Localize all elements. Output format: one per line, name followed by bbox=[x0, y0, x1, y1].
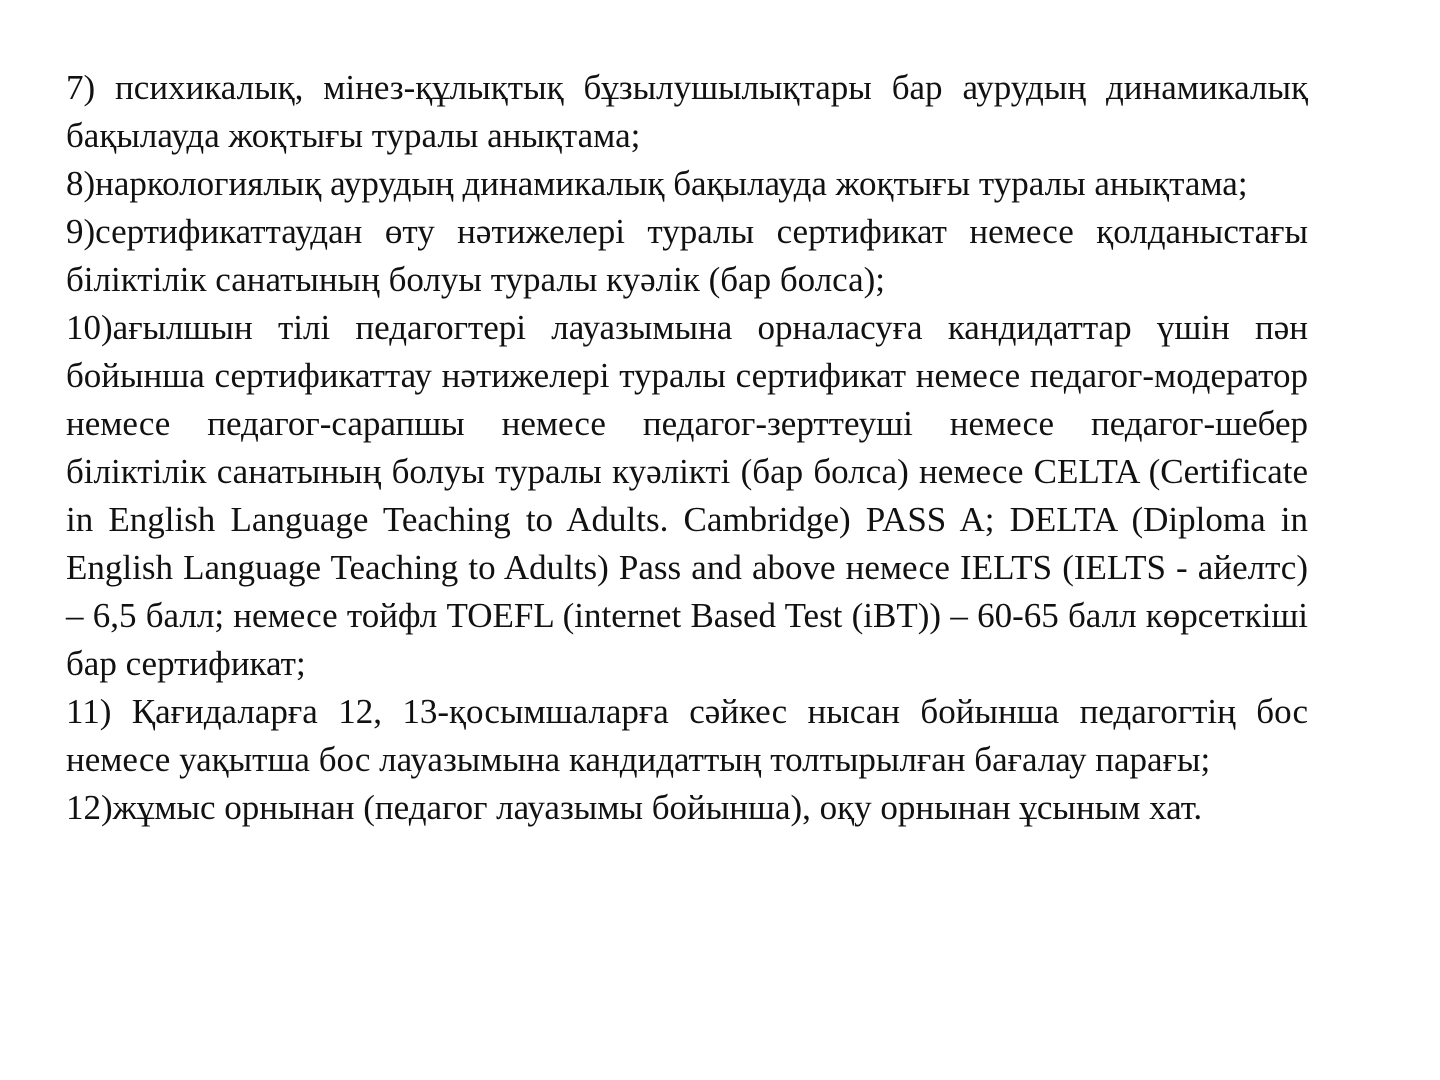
list-item-7: 7) психикалық, мінез-құлықтық бұзылушылықтары бар аурудың динамикалық бақылауда жоқтығы туралы анықтама; bbox=[66, 68, 1308, 155]
list-item-10: 10)ағылшын тілі педагогтері лауазымына орналасуға кандидаттар үшін пән бойынша сертификаттау нәтижелері туралы сертификат немесе педагог-модератор немесе педагог-сарапшы немесе педагог-зерттеуші немесе педагог-шебер біліктілік санатының болуы туралы куәлікті (бар болса) немесе CELTA (Certificate in English Language Teaching to Adults. Cambridge) PASS A; DELTA (Diploma in English Language Teaching to Adults) Pass and above немесе IELTS (IELTS - айелтс) – 6,5 балл; немесе тойфл TOEFL (internet Based Test (iBT)) – 60-65 балл көрсеткіші бар сертификат; bbox=[66, 308, 1308, 683]
list-item-11: 11) Қағидаларға 12, 13-қосымшаларға сәйкес нысан бойынша педагогтің бос немесе уақытша бос лауазымына кандидаттың толтырылған бағалау парағы; bbox=[66, 692, 1308, 779]
list-item-8: 8)наркологиялық аурудың динамикалық бақылауда жоқтығы туралы анықтама; bbox=[66, 164, 1248, 203]
list-item-9: 9)сертификаттаудан өту нәтижелері туралы сертификат немесе қолданыстағы біліктілік санатының болуы туралы куәлік (бар болса); bbox=[66, 212, 1308, 299]
list-item-12: 12)жұмыс орнынан (педагог лауазымы бойынша), оқу орнынан ұсыным хат. bbox=[66, 788, 1203, 827]
document-body bbox=[66, 64, 1308, 832]
